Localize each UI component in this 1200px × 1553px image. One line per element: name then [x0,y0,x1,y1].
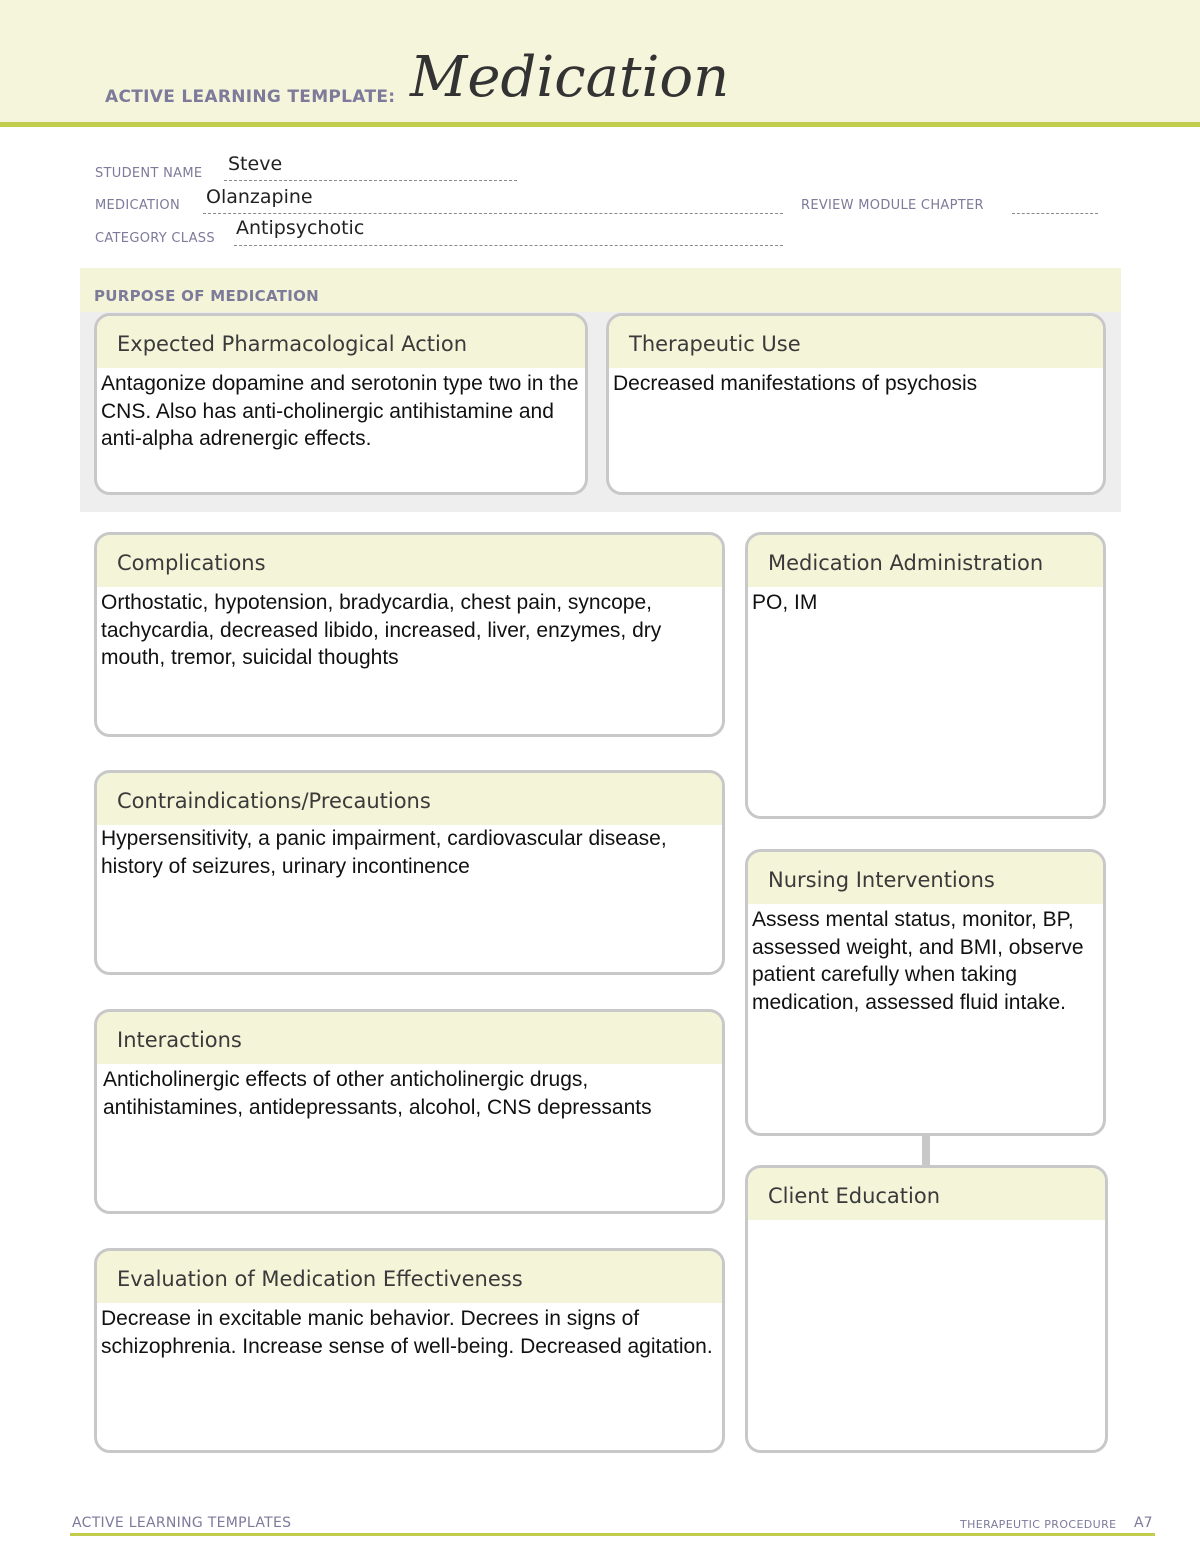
therapeutic-use-title: Therapeutic Use [609,316,1103,368]
category-class-value[interactable]: Antipsychotic [236,217,365,239]
nursing-interventions-box [745,849,1106,1136]
contraindications-title: Contraindications/Precautions [97,773,722,825]
header-divider [0,122,1200,127]
expected-action-text[interactable]: Antagonize dopamine and serotonin type two in the CNS. Also has anti-cholinergic antihistamine and anti-alpha adrenergic effects. [101,372,579,450]
footer-left-label: ACTIVE LEARNING TEMPLATES [72,1515,292,1531]
complications-text[interactable]: Orthostatic, hypotension, bradycardia, chest pain, syncope, tachycardia, decreased libido, increased, liver, enzymes, dry mouth, tremor, suicidal thoughts [101,591,662,669]
footer-right-label: THERAPEUTIC PROCEDURE [960,1518,1117,1531]
page-number: A7 [1134,1515,1153,1531]
client-education-box [745,1165,1108,1453]
expected-action-title: Expected Pharmacological Action [97,316,585,368]
review-module-label: REVIEW MODULE CHAPTER [801,198,984,213]
evaluation-text[interactable]: Decrease in excitable manic behavior. Decrees in signs of schizophrenia. Increase sense of well-being. Decreased agitation. [101,1307,713,1358]
category-class-label: CATEGORY CLASS [95,231,215,246]
expected-action-box [94,313,588,495]
review-module-line [1012,213,1098,214]
medication-label: MEDICATION [95,198,180,213]
page-title: Medication [410,45,730,110]
therapeutic-use-box [606,313,1106,495]
student-name-value[interactable]: Steve [228,153,283,175]
purpose-label: PURPOSE OF MEDICATION [94,287,320,305]
student-name-line [224,180,517,181]
evaluation-title: Evaluation of Medication Effectiveness [97,1251,722,1303]
student-name-label: STUDENT NAME [95,166,203,181]
box-connector [922,1135,930,1165]
category-class-line [234,245,783,246]
therapeutic-use-text[interactable]: Decreased manifestations of psychosis [613,372,978,395]
medication-administration-text[interactable]: PO, IM [752,591,818,614]
contraindications-text[interactable]: Hypersensitivity, a panic impairment, cardiovascular disease, history of seizures, urinary incontinence [101,827,667,878]
medication-administration-box [745,532,1106,819]
footer-divider [70,1533,1155,1536]
contraindications-box [94,770,725,975]
interactions-box [94,1009,725,1214]
nursing-interventions-text[interactable]: Assess mental status, monitor, BP, assessed weight, and BMI, observe patient carefully when taking medication, assessed fluid intake. [752,908,1084,1014]
medication-administration-title: Medication Administration [748,535,1103,587]
complications-box [94,532,725,737]
evaluation-box [94,1248,725,1453]
interactions-title: Interactions [97,1012,722,1064]
interactions-text[interactable]: Anticholinergic effects of other anticholinergic drugs, antihistamines, antidepressants, alcohol, CNS depressants [103,1068,652,1119]
template-label: ACTIVE LEARNING TEMPLATE: [105,87,396,107]
client-education-text[interactable] [748,1220,1105,1222]
medication-line [203,213,783,214]
client-education-title: Client Education [748,1168,1105,1220]
nursing-interventions-title: Nursing Interventions [748,852,1103,904]
complications-title: Complications [97,535,722,587]
medication-value[interactable]: Olanzapine [206,186,313,208]
